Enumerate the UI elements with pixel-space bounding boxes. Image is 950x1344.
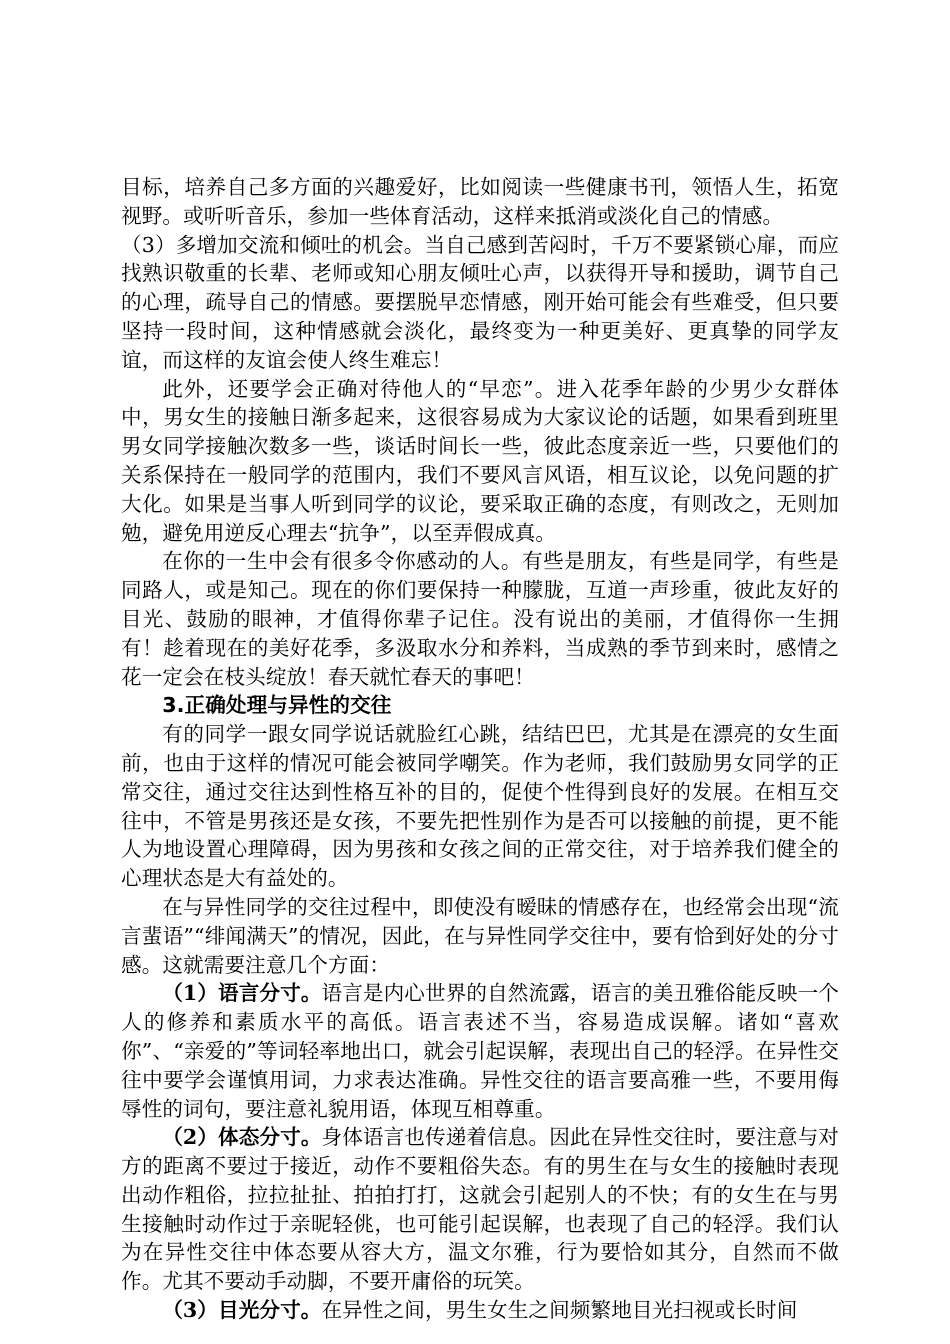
paragraph-body-posture: 身体语言也传递着信息。因此在异性交往时，要注意与对方的距离不要过于接近，动作不要粗俗失态。有的男生在与女生的接触时表现出动作粗俗，拉拉扯扯、拍拍打打，这就会引起别人的不快；有的女生在与男生接触时动作过于亲昵轻佻，也可能引起误解，也表现了自己的轻浮。我们认为在异性交往中体态要从容大方，温文尔雅，行为要恰如其分，自然而不做作。尤其不要动手动脚，不要开庸俗的玩笑。 <box>121 1125 839 1294</box>
paragraph-continuation: 目标，培养自己多方面的兴趣爱好，比如阅读一些健康书刊，领悟人生，拓宽视野。或听听音乐，参加一些体育活动，这样来抵消或淡化自己的情感。 <box>121 175 839 228</box>
paragraph-language-measure <box>121 979 839 1123</box>
paragraph-life-people: 在你的一生中会有很多令你感动的人。有些是朋友，有些是同学，有些是同路人，或是知己。现在的你们要保持一种朦胧，互道一声珍重，彼此友好的目光、鼓励的眼神，才值得你辈子记住。没有说出的美丽，才值得你一生拥有！趁着现在的美好花季，多汲取水分和养料，当成熟的季节到来时，感情之花一定会在枝头绽放！春天就忙春天的事吧！ <box>121 549 839 689</box>
paragraph-gaze-measure <box>121 1296 839 1325</box>
paragraph-sense-of-proportion: 在与异性同学的交往过程中，即使没有暧昧的情感存在，也经常会出现“流言蜚语”“绯闻满天”的情况，因此，在与异性同学交往中，要有恰到好处的分寸感。这就需要注意几个方面： <box>121 894 839 977</box>
paragraph-posture-measure <box>121 1123 839 1296</box>
paragraph-communication-tip: （3）多增加交流和倾吐的机会。当自己感到苦闷时，千万不要紧锁心扉，而应找熟识敬重的长辈、老师或知心朋友倾吐心声，以获得开导和援助，调节自己的心理，疏导自己的情感。要摆脱早恋情感，刚开始可能会有些难受，但只要坚持一段时间，这种情感就会淡化，最终变为一种更美好、更真挚的同学友谊，而这样的友谊会使人终生难忘！ <box>121 232 839 372</box>
section-heading: 3.正确处理与异性的交往 <box>162 693 392 718</box>
document-page <box>121 173 839 1325</box>
paragraph-body-language: 语言是内心世界的自然流露，语言的美丑雅俗能反映一个人的修养和素质水平的高低。语言表述不当，容易造成误解。诸如“喜欢你”、“亲爱的”等词轻率地出口，就会引起误解，表现出自己的轻浮。在异性交往中要学会谨慎用词，力求表达准确。异性交往的语言要高雅一些，不要用侮辱性的词句，要注意礼貌用语，体现互相尊重。 <box>121 981 839 1121</box>
paragraph-lead-language: （1）语言分寸。 <box>162 981 322 1006</box>
paragraph-normal-interaction: 有的同学一跟女同学说话就脸红心跳，结结巴巴，尤其是在漂亮的女生面前，也由于这样的情况可能会被同学嘲笑。作为老师，我们鼓励男女同学的正常交往，通过交往达到性格互补的目的，促使个性得到良好的发展。在相互交往中，不管是男孩还是女孩，不要先把性别作为是否可以接触的前提，更不能人为地设置心理障碍，因为男孩和女孩之间的正常交往，对于培养我们健全的心理状态是大有益处的。 <box>121 722 839 891</box>
paragraph-treat-others: 此外，还要学会正确对待他人的“早恋”。进入花季年龄的少男少女群体中，男女生的接触日渐多起来，这很容易成为大家议论的话题，如果看到班里男女同学接触次数多一些，谈话时间长一些，彼此态度亲近一些，只要他们的关系保持在一般同学的范围内，我们不要风言风语，相互议论，以免问题的扩大化。如果是当事人听到同学的议论，要采取正确的态度，有则改之，无则加勉，避免用逆反心理去“抗争”，以至弄假成真。 <box>121 376 839 545</box>
paragraph-lead-gaze: （3）目光分寸。 <box>162 1298 322 1323</box>
paragraph-lead-posture: （2）体态分寸。 <box>162 1125 322 1150</box>
paragraph-body-gaze: 在异性之间，男生女生之间频繁地目光扫视或长时间 <box>321 1298 798 1323</box>
